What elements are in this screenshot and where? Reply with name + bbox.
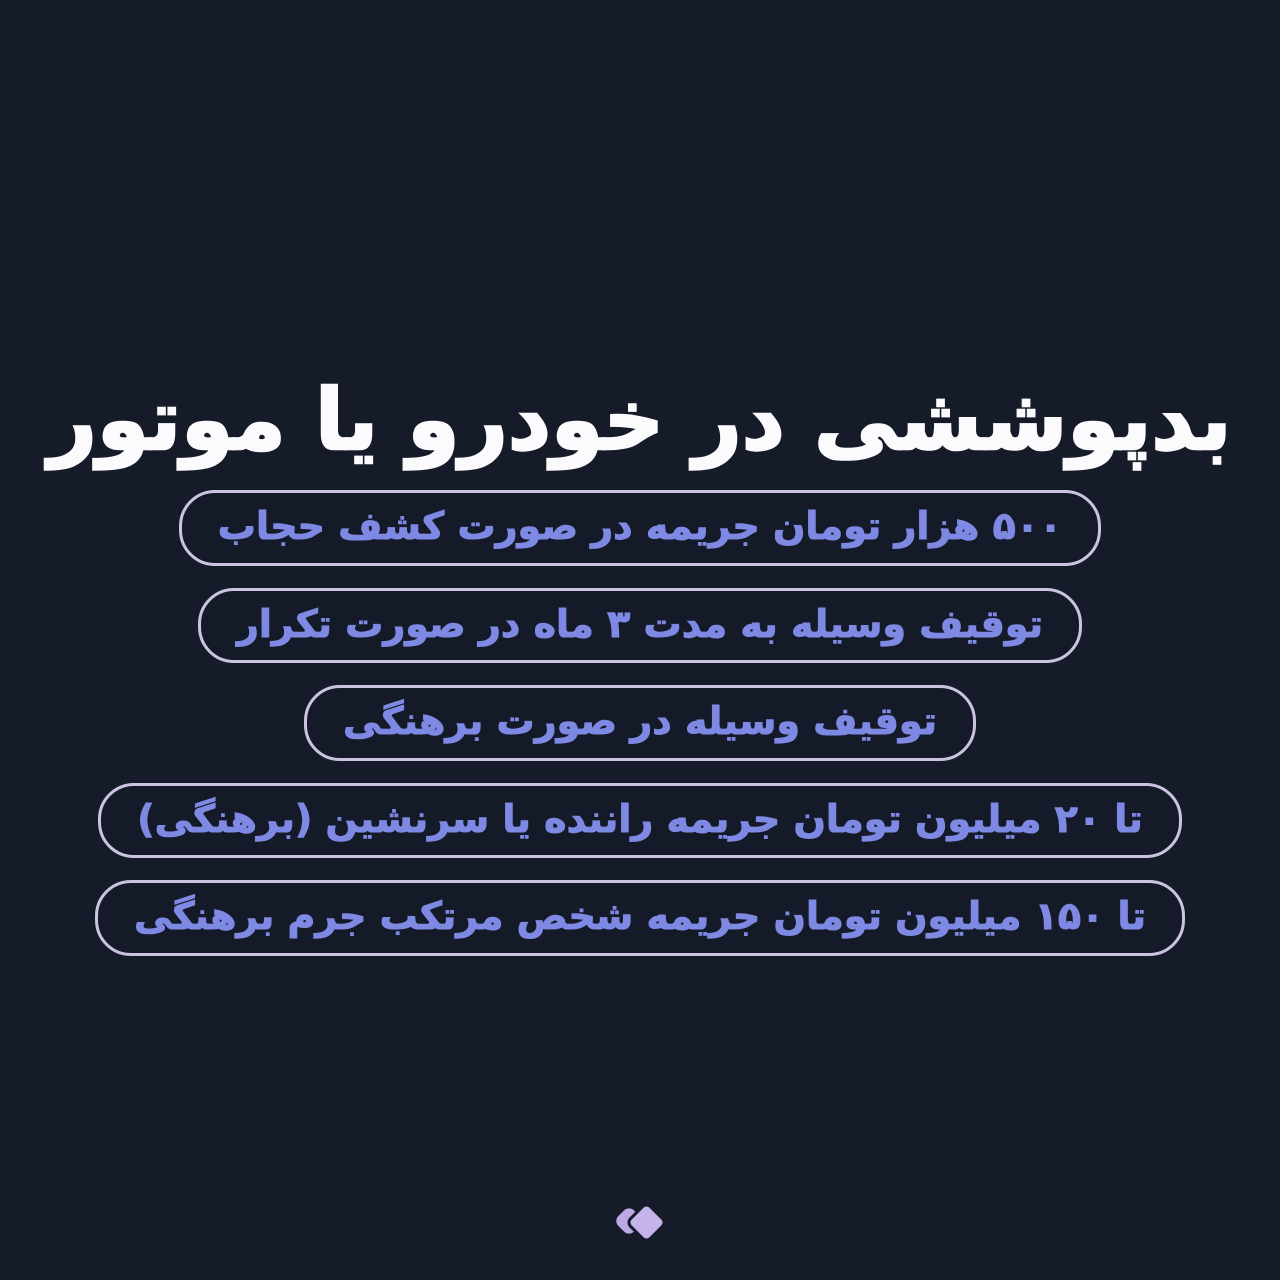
penalty-item-vehicle-impound-3-months: توقیف وسیله به مدت ۳ ماه در صورت تکرار (198, 588, 1082, 664)
page-title: بدپوششی در خودرو یا موتور (48, 371, 1232, 470)
penalty-item-person-nudity-fine: تا ۱۵۰ میلیون تومان جریمه شخص مرتکب جرم برهنگی (95, 880, 1185, 956)
overlapping-diamonds-icon (617, 1201, 663, 1241)
penalty-item-hijab-removal-fine: ۵۰۰ هزار تومان جریمه در صورت کشف حجاب (179, 490, 1101, 566)
diamond-left-icon (613, 1205, 644, 1236)
penalty-item-vehicle-impound-nudity: توقیف وسیله در صورت برهنگی (304, 685, 976, 761)
penalty-item-driver-passenger-fine: تا ۲۰ میلیون تومان جریمه راننده یا سرنشین (برهنگی) (98, 783, 1182, 859)
penalty-list (0, 490, 1280, 956)
footer-logo (0, 1199, 1280, 1243)
diamond-right-icon (625, 1201, 669, 1245)
